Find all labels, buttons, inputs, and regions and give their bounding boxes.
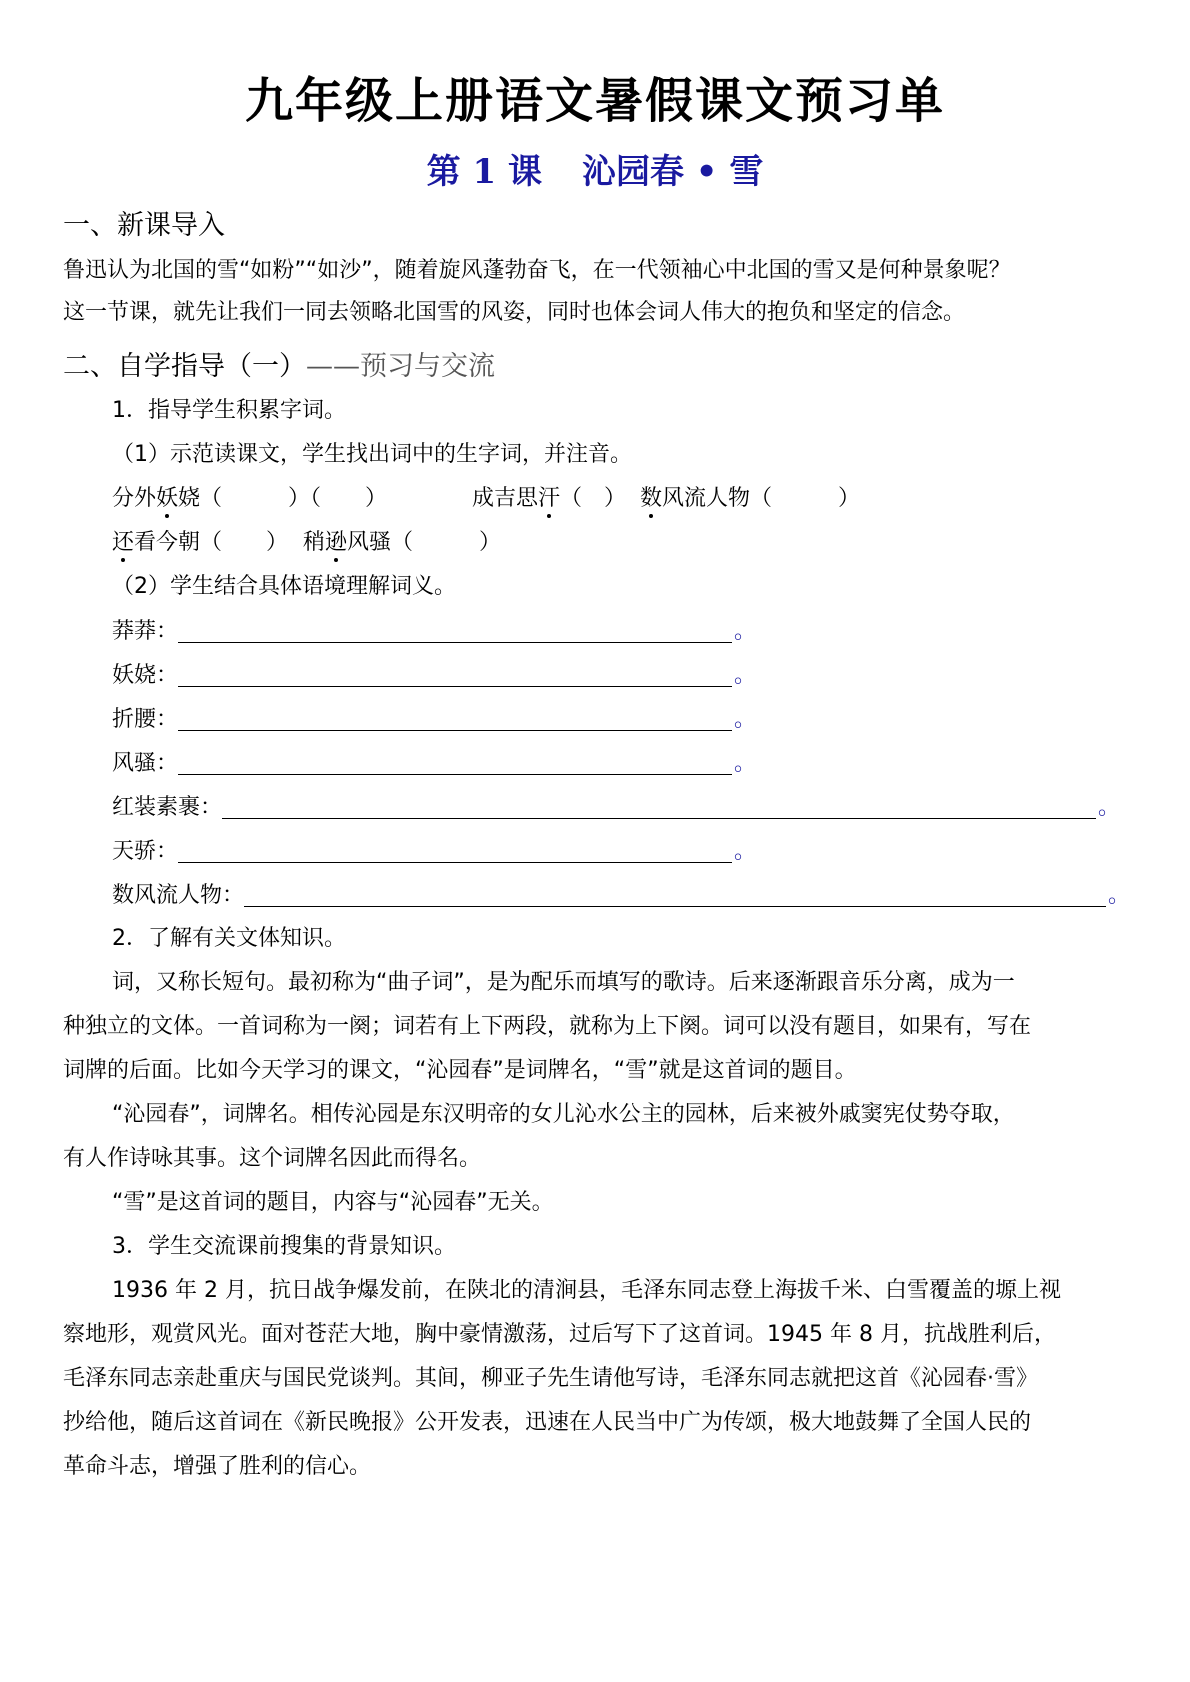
answer-line[interactable] bbox=[178, 840, 732, 863]
vocab-word-4: 还看今朝（ ） bbox=[112, 530, 289, 555]
body-line: 革命斗志，增强了胜利的信心。 bbox=[63, 1454, 372, 1479]
body-line: 察地形，观赏风光。面对苍茫大地，胸中豪情激荡，过后写下了这首词。1945 年 8 月，抗战胜利后， bbox=[63, 1322, 1056, 1347]
answer-line[interactable] bbox=[244, 884, 1106, 907]
body-line: 词，又称长短句。最初称为“曲子词”，是为配乐而填写的歌诗。后来逐渐跟音乐分离，成为一 bbox=[112, 970, 1015, 995]
vocab-word-5: 稍逊风骚（ ） bbox=[303, 530, 502, 555]
definition-row: 红装素裹： 。 bbox=[112, 795, 1121, 820]
body-line: 毛泽东同志亲赴重庆与国民党谈判。其间，柳亚子先生请他写诗，毛泽东同志就把这首《沁园春·雪》 bbox=[63, 1366, 1038, 1391]
term-label: 风骚： bbox=[112, 751, 179, 776]
item2-title: 2．了解有关文体知识。 bbox=[112, 926, 346, 951]
definition-row: 风骚： 。 bbox=[112, 751, 757, 776]
answer-line[interactable] bbox=[178, 708, 732, 731]
item1-sub1: （1）示范读课文，学生找出词中的生字词，并注音。 bbox=[112, 442, 632, 467]
body-line: “雪”是这首词的题目，内容与“沁园春”无关。 bbox=[112, 1190, 554, 1215]
item1-sub2: （2）学生结合具体语境理解词义。 bbox=[112, 574, 456, 599]
pinyin-blank: （ ） bbox=[750, 486, 861, 511]
pinyin-blank: （ ） bbox=[200, 530, 289, 555]
body-line: 种独立的文体。一首词称为一阕；词若有上下两段，就称为上下阕。词可以没有题目，如果有，写在 bbox=[63, 1014, 1032, 1039]
item3-title: 3．学生交流课前搜集的背景知识。 bbox=[112, 1234, 456, 1259]
vocab-word-3: 数风流人物（ ） bbox=[640, 486, 861, 511]
section1-heading: 一、新课导入 bbox=[63, 210, 225, 241]
definition-row: 数风流人物： 。 bbox=[112, 883, 1131, 908]
answer-line[interactable] bbox=[178, 620, 732, 643]
intro-line-2: 这一节课，就先让我们一同去领略北国雪的风姿，同时也体会词人伟大的抱负和坚定的信念。 bbox=[63, 300, 966, 325]
section2-heading-suffix: ——预习与交流 bbox=[306, 351, 495, 382]
body-line: “沁园春”，词牌名。相传沁园是东汉明帝的女儿沁水公主的园林，后来被外戚窦宪仗势夺取， bbox=[112, 1102, 1015, 1127]
definition-row: 莽莽： 。 bbox=[112, 619, 757, 644]
body-line: 词牌的后面。比如今天学习的课文，“沁园春”是词牌名，“雪”就是这首词的题目。 bbox=[63, 1058, 857, 1083]
pinyin-blank: （ ） bbox=[560, 486, 627, 511]
term-label: 红装素裹： bbox=[112, 795, 223, 820]
page-title: 九年级上册语文暑假课文预习单 bbox=[244, 73, 945, 129]
lesson-name: 沁园春 • 雪 bbox=[581, 152, 764, 192]
definition-row: 折腰： 。 bbox=[112, 707, 757, 732]
term-label: 折腰： bbox=[112, 707, 179, 732]
pinyin-blank: （ ）（ ） bbox=[200, 486, 388, 511]
vocab-word-1: 分外妖娆（ ）（ ） bbox=[112, 486, 388, 511]
term-label: 妖娆： bbox=[112, 663, 179, 688]
section2-heading bbox=[63, 344, 495, 383]
body-line: 1936 年 2 月，抗日战争爆发前，在陕北的清涧县，毛泽东同志登上海拔千米、白雪覆盖的塬上视 bbox=[112, 1278, 1061, 1303]
answer-line[interactable] bbox=[178, 752, 732, 775]
body-line: 抄给他，随后这首词在《新民晚报》公开发表，迅速在人民当中广为传颂，极大地鼓舞了全国人民的 bbox=[63, 1410, 1032, 1435]
item1-title: 1．指导学生积累字词。 bbox=[112, 398, 346, 423]
term-label: 天骄： bbox=[112, 839, 179, 864]
answer-line[interactable] bbox=[222, 796, 1096, 819]
term-label: 数风流人物： bbox=[112, 883, 245, 908]
vocab-word-2: 成吉思汗（ ） bbox=[472, 486, 627, 511]
intro-line-1: 鲁迅认为北国的雪“如粉”“如沙”，随着旋风蓬勃奋飞，在一代领袖心中北国的雪又是何种景象呢？ bbox=[63, 258, 1011, 283]
definition-row: 妖娆： 。 bbox=[112, 663, 757, 688]
lesson-title bbox=[0, 144, 1190, 193]
lesson-number: 第 1 课 bbox=[426, 152, 542, 192]
body-line: 有人作诗咏其事。这个词牌名因此而得名。 bbox=[63, 1146, 482, 1171]
definition-row: 天骄： 。 bbox=[112, 839, 757, 864]
term-label: 莽莽： bbox=[112, 619, 179, 644]
pinyin-blank: （ ） bbox=[391, 530, 502, 555]
answer-line[interactable] bbox=[178, 664, 732, 687]
section2-heading-main: 二、自学指导（一） bbox=[63, 351, 306, 382]
